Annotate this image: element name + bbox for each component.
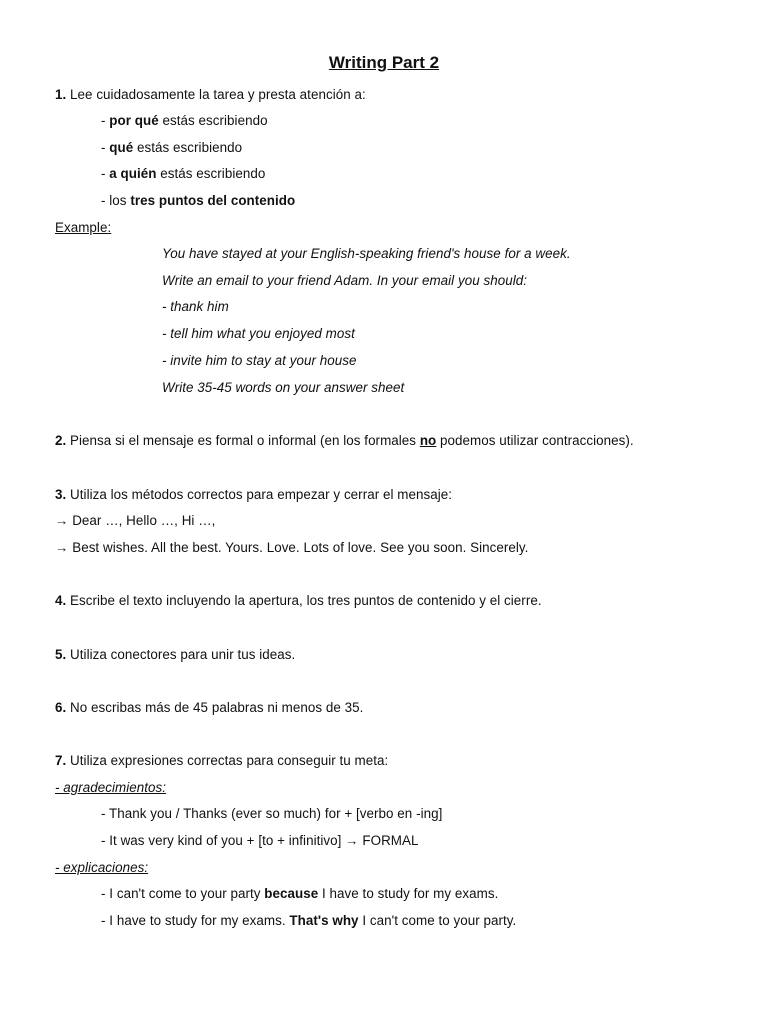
item-suffix: I have to study for my exams. (318, 886, 499, 901)
point-6-number: 6. (55, 700, 67, 715)
item-suffix: estás escribiendo (133, 140, 243, 155)
point-5 (55, 647, 295, 663)
point-7-text: Utiliza expresiones correctas para conseguir tu meta: (66, 753, 389, 768)
point-6 (55, 700, 363, 716)
item-suffix: I can't come to your party. (358, 913, 517, 928)
agradecimientos-label: - agradecimientos: (55, 780, 167, 795)
item-prefix: - I have to study for my exams. (101, 913, 290, 928)
point-3-number: 3. (55, 487, 67, 502)
example-line: - thank him (162, 299, 229, 314)
item-keyword: tres puntos del contenido (130, 193, 296, 208)
item-keyword: a quién (109, 166, 157, 181)
point-4-text: Escribe el texto incluyendo la apertura, los tres puntos de contenido y el cierre. (66, 593, 542, 608)
example-line: - tell him what you enjoyed most (162, 326, 355, 341)
item-keyword: qué (109, 140, 134, 155)
item-prefix: - (101, 166, 110, 181)
point-2-text-end: podemos utilizar contracciones). (436, 433, 634, 448)
point-1-text: Lee cuidadosamente la tarea y presta atención a: (66, 87, 366, 102)
point-3 (55, 487, 452, 503)
point-5-number: 5. (55, 647, 67, 662)
opening-formulas: → Dear …, Hello …, Hi …, (55, 513, 216, 528)
item-suffix: estás escribiendo (156, 166, 266, 181)
point-1-item (101, 140, 242, 156)
example-label: Example: (55, 220, 112, 235)
point-2-text: Piensa si el mensaje es formal o informal (en los formales (66, 433, 420, 448)
point-1-number: 1. (55, 87, 67, 102)
item-prefix: - (101, 140, 110, 155)
point-5-text: Utiliza conectores para unir tus ideas. (66, 647, 296, 662)
point-4-number: 4. (55, 593, 67, 608)
point-7 (55, 753, 388, 769)
explicaciones-label: - explicaciones: (55, 860, 149, 875)
explicaciones-item (101, 913, 516, 929)
point-2 (55, 433, 634, 449)
point-1 (55, 87, 366, 103)
example-line: You have stayed at your English-speaking friend's house for a week. (162, 246, 571, 261)
point-7-number: 7. (55, 753, 67, 768)
agradecimientos-item: - Thank you / Thanks (ever so much) for + [verbo en -ing] (101, 806, 443, 821)
closing-formulas: → Best wishes. All the best. Yours. Love. Lots of love. See you soon. Sincerely. (55, 540, 529, 555)
point-4 (55, 593, 542, 609)
example-line: - invite him to stay at your house (162, 353, 357, 368)
point-1-item (101, 166, 265, 182)
point-2-keyword: no (419, 433, 437, 448)
point-6-text: No escribas más de 45 palabras ni menos de 35. (66, 700, 364, 715)
page-title: Writing Part 2 (328, 53, 440, 72)
point-1-item (101, 193, 295, 209)
explicaciones-item (101, 886, 498, 902)
example-line: Write an email to your friend Adam. In your email you should: (162, 273, 528, 288)
point-2-number: 2. (55, 433, 67, 448)
point-3-text: Utiliza los métodos correctos para empezar y cerrar el mensaje: (66, 487, 453, 502)
item-suffix: estás escribiendo (158, 113, 268, 128)
item-prefix: - los (101, 193, 131, 208)
example-line: Write 35-45 words on your answer sheet (162, 380, 405, 395)
connector-keyword: because (264, 886, 319, 901)
point-1-item (101, 113, 268, 129)
agradecimientos-item: - It was very kind of you + [to + infinitivo] → FORMAL (101, 833, 419, 848)
item-prefix: - I can't come to your party (101, 886, 265, 901)
item-keyword: por qué (109, 113, 159, 128)
item-prefix: - (101, 113, 110, 128)
connector-keyword: That's why (289, 913, 359, 928)
